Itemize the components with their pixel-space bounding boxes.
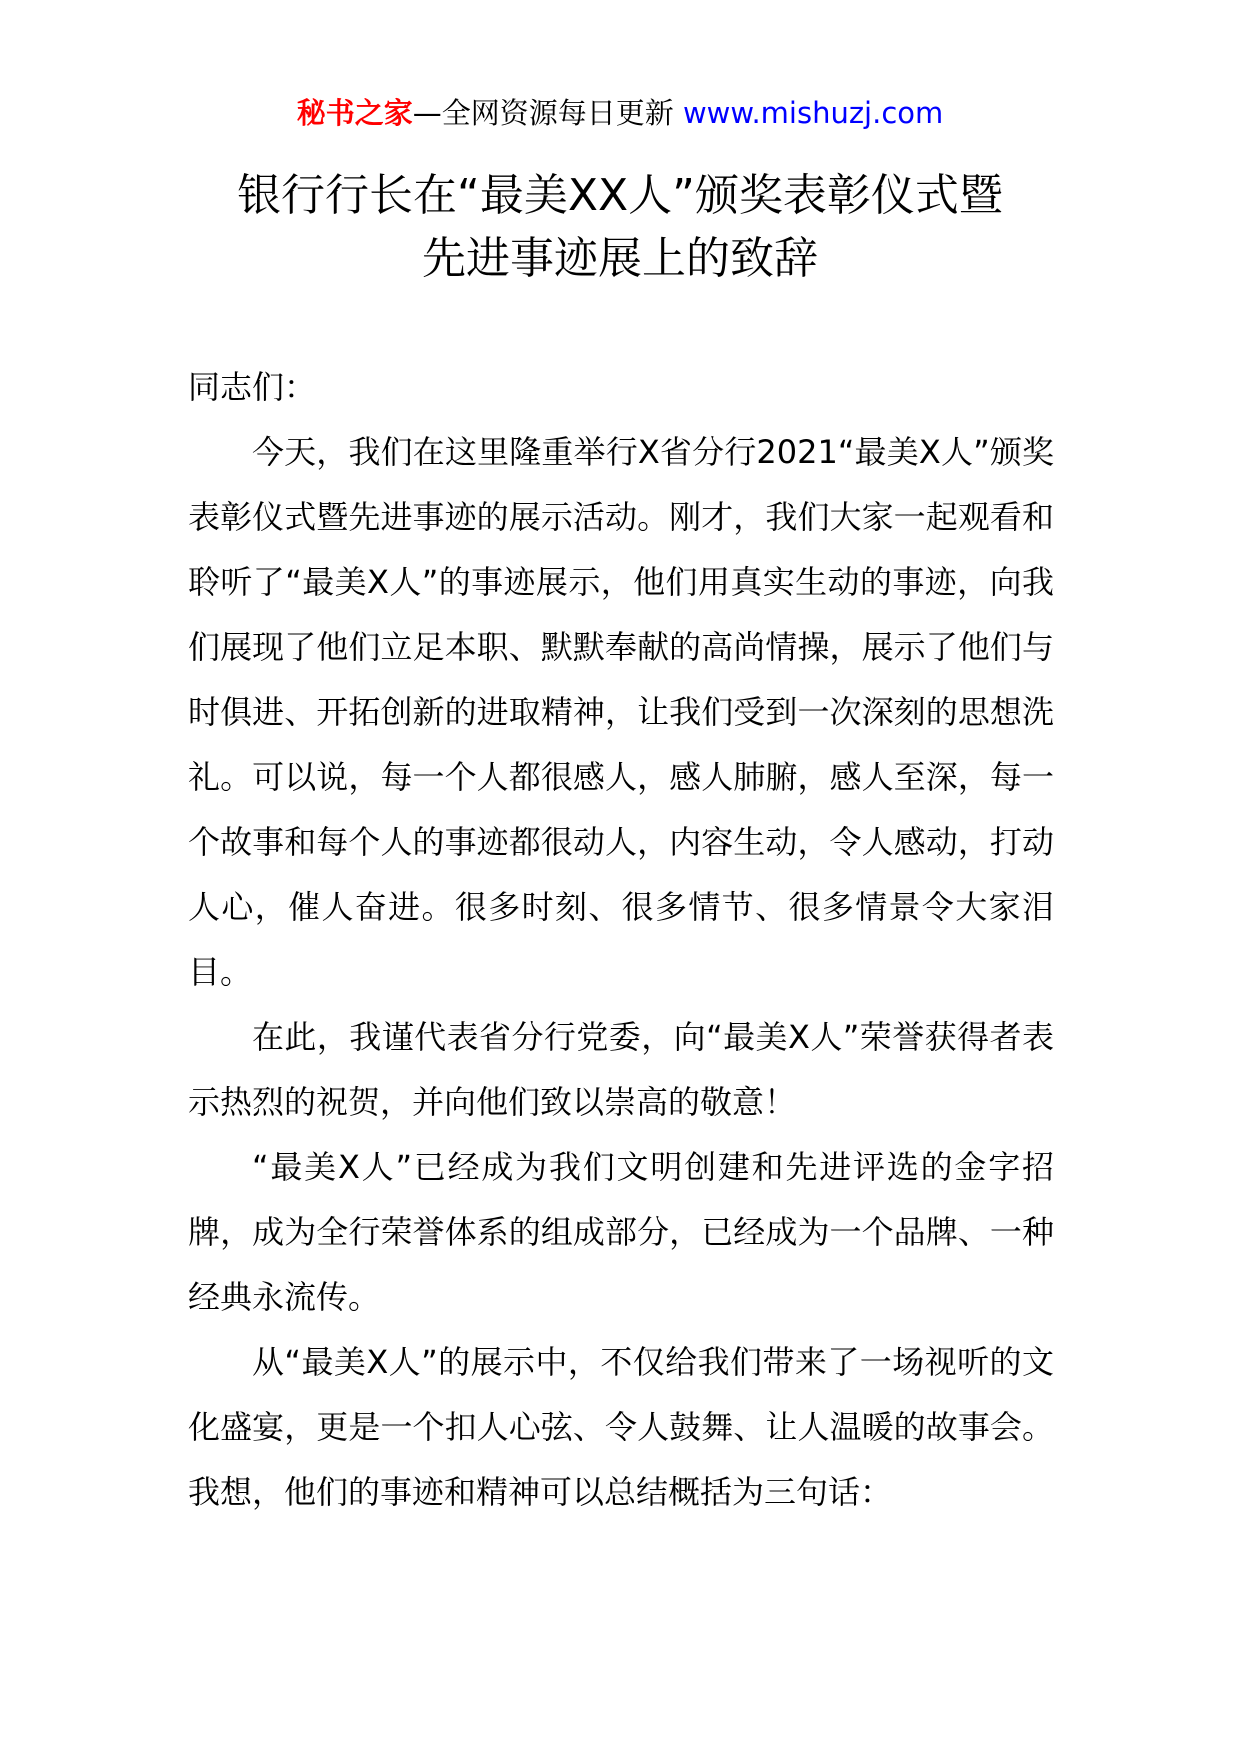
document-body xyxy=(188,355,1054,1525)
title-line-1: 银行行长在“最美XX人”颁奖表彰仪式暨 xyxy=(237,170,1003,221)
paragraph-4: 从“最美X人”的展示中，不仅给我们带来了一场视听的文化盛宴，更是一个扣人心弦、令人鼓舞、让人温暖的故事会。我想，他们的事迹和精神可以总结概括为三句话： xyxy=(188,1343,1054,1511)
paragraph-2: 在此，我谨代表省分行党委，向“最美X人”荣誉获得者表示热烈的祝贺，并向他们致以崇高的敬意！ xyxy=(188,1018,1054,1121)
brand-name: 秘书之家 xyxy=(296,96,413,130)
paragraph-1: 今天，我们在这里隆重举行X省分行2021“最美X人”颁奖表彰仪式暨先进事迹的展示活动。刚才，我们大家一起观看和聆听了“最美X人”的事迹展示，他们用真实生动的事迹，向我们展现了他们立足本职、默默奉献的高尚情操，展示了他们与时俱进、开拓创新的进取精神，让我们受到一次深刻的思想洗礼。可以说，每一个人都很感人，感人肺腑，感人至深，每一个故事和每个人的事迹都很动人，内容生动，令人感动，打动人心，催人奋进。很多时刻、很多情节、很多情景令大家泪目。 xyxy=(188,433,1054,991)
site-tagline: —全网资源每日更新 xyxy=(412,96,674,130)
title-line-2: 先进事迹展上的致辞 xyxy=(422,233,818,284)
site-header xyxy=(0,93,1240,133)
document-title xyxy=(0,164,1240,290)
site-url-link[interactable]: www.mishuzj.com xyxy=(682,96,944,130)
paragraph-3: “最美X人”已经成为我们文明创建和先进评选的金字招牌，成为全行荣誉体系的组成部分，已经成为一个品牌、一种经典永流传。 xyxy=(188,1148,1054,1316)
salutation: 同志们： xyxy=(188,368,317,406)
